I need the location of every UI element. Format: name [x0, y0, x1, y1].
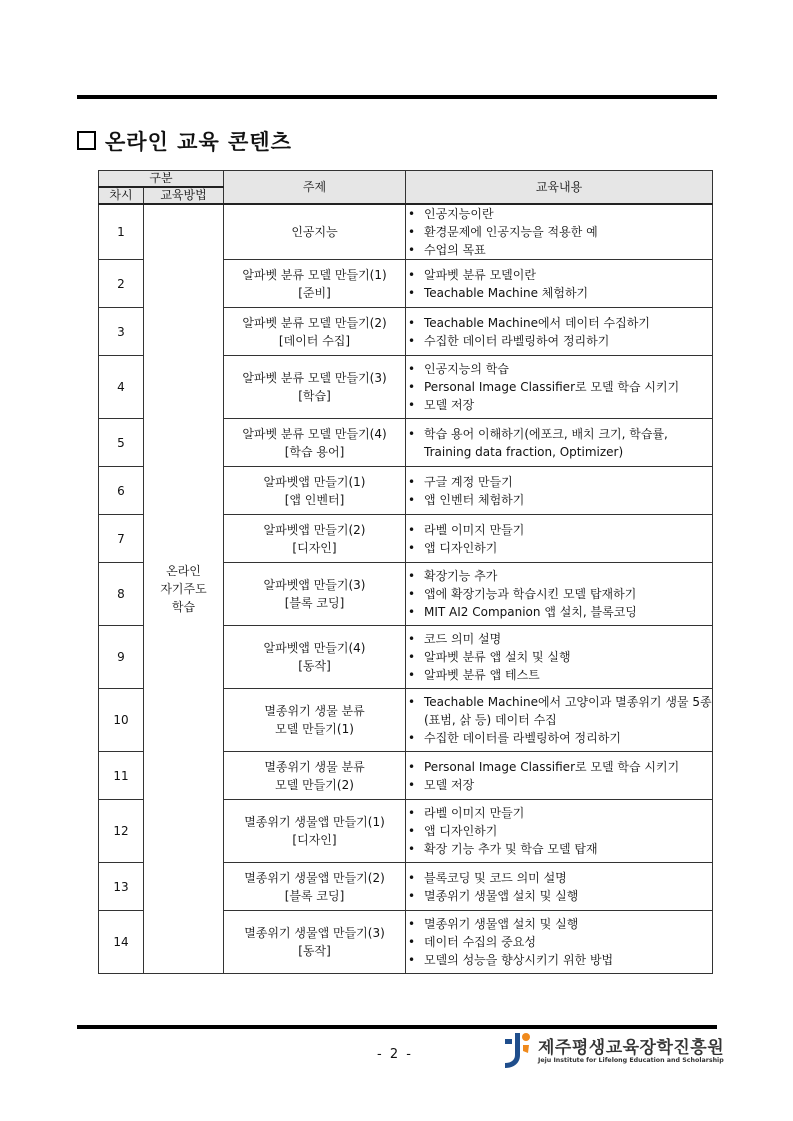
- session-number: 13: [99, 863, 144, 911]
- content-list: [406, 567, 712, 621]
- content-cell: [406, 515, 713, 563]
- bullet-icon: •: [408, 333, 416, 348]
- content-item: [406, 729, 712, 747]
- bullet-icon: •: [408, 935, 416, 949]
- bullet-icon: •: [408, 888, 416, 903]
- content-cell: [406, 419, 713, 467]
- content-item: [406, 567, 712, 585]
- bullet-icon: •: [408, 267, 416, 282]
- content-list: [406, 758, 712, 794]
- topic-cell: [224, 204, 406, 260]
- topic-line: [학습 용어]: [284, 444, 345, 459]
- topic-line: 멸종위기 생물앱 만들기(1): [244, 815, 385, 829]
- session-number: 1: [99, 204, 144, 260]
- content-item: [406, 822, 712, 840]
- bullet-icon: •: [408, 953, 416, 967]
- content-list: [406, 425, 712, 461]
- content-item: [406, 241, 712, 259]
- topic-line: [디자인]: [292, 540, 337, 555]
- topic-cell: [224, 467, 406, 515]
- content-text: 학습 용어 이해하기(에포크, 배치 크기, 학습률, Training data fraction, Optimizer): [424, 426, 668, 459]
- content-item: [406, 840, 712, 858]
- topic-cell: [224, 563, 406, 626]
- org-name-ko: 제주평생교육장학진흥원: [538, 1038, 725, 1058]
- content-cell: [406, 752, 713, 800]
- content-text: 환경문제에 인공지능을 적용한 예: [424, 225, 598, 239]
- bullet-icon: •: [408, 426, 416, 441]
- content-cell: [406, 689, 713, 752]
- topic-line: 모델 만들기(2): [275, 777, 354, 792]
- content-item: [406, 396, 712, 414]
- session-number: 5: [99, 419, 144, 467]
- content-cell: [406, 260, 713, 308]
- content-cell: [406, 863, 713, 911]
- topic-line: 멸종위기 생물 분류: [264, 759, 365, 774]
- bullet-icon: •: [408, 474, 416, 489]
- header-method: 교육방법: [144, 187, 224, 204]
- topic-line: 알파벳 분류 모델 만들기(1): [242, 267, 387, 282]
- topic-cell: [224, 863, 406, 911]
- bullet-icon: •: [408, 398, 416, 412]
- topic-line: [블록 코딩]: [284, 888, 345, 903]
- bullet-icon: •: [408, 777, 416, 792]
- bullet-icon: •: [408, 824, 416, 838]
- content-text: Teachable Machine 체험하기: [424, 285, 589, 300]
- page-number: - 2 -: [377, 1047, 413, 1062]
- content-cell: [406, 356, 713, 419]
- session-number: 3: [99, 308, 144, 356]
- topic-line: [디자인]: [292, 833, 337, 847]
- content-item: [406, 648, 712, 666]
- content-list: [406, 869, 712, 905]
- bullet-icon: •: [408, 569, 416, 583]
- topic-cell: [224, 689, 406, 752]
- topic-line: 알파벳앱 만들기(3): [263, 578, 366, 592]
- topic-cell: [224, 515, 406, 563]
- topic-line: 알파벳 분류 모델 만들기(4): [242, 426, 387, 441]
- org-logo: [502, 1030, 725, 1072]
- bullet-icon: •: [408, 668, 416, 682]
- session-number: 11: [99, 752, 144, 800]
- bullet-icon: •: [408, 492, 416, 507]
- table-row: [99, 204, 713, 260]
- topic-cell: [224, 260, 406, 308]
- content-item: [406, 360, 712, 378]
- content-text: 구글 계정 만들기: [424, 474, 513, 489]
- content-item: [406, 284, 712, 302]
- content-item: [406, 693, 712, 729]
- method-line: 학습: [171, 600, 196, 614]
- topic-line: [데이터 수집]: [278, 333, 351, 348]
- bullet-icon: •: [408, 695, 416, 709]
- session-number: 10: [99, 689, 144, 752]
- topic-line: [준비]: [298, 285, 331, 300]
- bullet-icon: •: [408, 243, 416, 257]
- section-title: [77, 126, 292, 156]
- content-item: [406, 758, 712, 776]
- content-item: [406, 425, 712, 461]
- topic-line: 멸종위기 생물 분류: [264, 704, 365, 718]
- content-list: [406, 693, 712, 747]
- bullet-icon: •: [408, 842, 416, 856]
- content-text: 앱에 확장기능과 학습시킨 모델 탑재하기: [424, 587, 637, 601]
- bullet-icon: •: [408, 917, 416, 931]
- content-text: Personal Image Classifier로 모델 학습 시키기: [424, 759, 680, 774]
- session-number: 8: [99, 563, 144, 626]
- topic-line: [앱 인벤터]: [284, 492, 345, 507]
- content-item: [406, 869, 712, 887]
- session-number: 4: [99, 356, 144, 419]
- content-text: 블록코딩 및 코드 의미 설명: [424, 870, 567, 885]
- content-item: [406, 776, 712, 794]
- bullet-icon: •: [408, 207, 416, 221]
- bullet-icon: •: [408, 285, 416, 300]
- content-cell: [406, 563, 713, 626]
- topic-line: [동작]: [298, 944, 331, 958]
- content-list: [406, 915, 712, 969]
- content-list: [406, 521, 712, 557]
- topic-line: 멸종위기 생물앱 만들기(2): [244, 870, 385, 885]
- content-cell: [406, 911, 713, 974]
- content-text: 수집한 데이터를 라벨링하여 정리하기: [424, 731, 621, 745]
- content-text: 데이터 수집의 중요성: [424, 935, 536, 949]
- content-text: 모델 저장: [424, 398, 475, 412]
- content-item: [406, 473, 712, 491]
- content-cell: [406, 308, 713, 356]
- session-number: 2: [99, 260, 144, 308]
- content-item: [406, 915, 712, 933]
- content-text: 확장기능 추가: [424, 569, 498, 583]
- bullet-icon: •: [408, 650, 416, 664]
- session-number: 7: [99, 515, 144, 563]
- topic-cell: [224, 911, 406, 974]
- section-title-text: 온라인 교육 콘텐츠: [105, 130, 292, 154]
- curriculum-table: [98, 170, 713, 974]
- content-item: [406, 223, 712, 241]
- content-cell: [406, 204, 713, 260]
- content-text: 멸종위기 생물앱 설치 및 실행: [424, 917, 579, 931]
- content-text: Teachable Machine에서 데이터 수집하기: [424, 315, 650, 330]
- bullet-icon: •: [408, 225, 416, 239]
- content-item: [406, 666, 712, 684]
- content-list: [406, 630, 712, 684]
- org-name-en: Jeju Institute for Lifelong Education and Scholarship: [538, 1057, 724, 1064]
- topic-line: [블록 코딩]: [284, 596, 345, 610]
- session-number: 9: [99, 626, 144, 689]
- bullet-icon: •: [408, 731, 416, 745]
- content-item: [406, 887, 712, 905]
- method-line: 온라인: [166, 564, 201, 578]
- content-text: 수집한 데이터 라벨링하여 정리하기: [424, 333, 610, 348]
- content-text: 알파벳 분류 앱 테스트: [424, 668, 540, 682]
- topic-cell: [224, 419, 406, 467]
- header-topic: 주제: [224, 171, 406, 205]
- content-item: [406, 205, 712, 223]
- session-number: 14: [99, 911, 144, 974]
- topic-line: 모델 만들기(1): [275, 722, 354, 736]
- content-text: 라벨 이미지 만들기: [424, 806, 525, 820]
- content-text: 모델의 성능을 향상시키기 위한 방법: [424, 953, 614, 967]
- content-item: [406, 491, 712, 509]
- session-number: 6: [99, 467, 144, 515]
- content-cell: [406, 626, 713, 689]
- topic-cell: [224, 626, 406, 689]
- bullet-icon: •: [408, 540, 416, 555]
- content-item: [406, 332, 712, 350]
- content-list: [406, 314, 712, 350]
- content-item: [406, 951, 712, 969]
- table-body: [99, 204, 713, 974]
- header-session: 차시: [99, 187, 144, 204]
- content-item: [406, 933, 712, 951]
- topic-line: 알파벳앱 만들기(2): [263, 522, 366, 537]
- content-text: 코드 의미 설명: [424, 632, 502, 646]
- top-rule: [77, 95, 717, 99]
- bullet-icon: •: [408, 605, 416, 619]
- topic-cell: [224, 308, 406, 356]
- checkbox-icon: [77, 131, 96, 150]
- session-number: 12: [99, 800, 144, 863]
- bullet-icon: •: [408, 315, 416, 330]
- topic-line: 인공지능: [291, 225, 338, 239]
- content-text: 수업의 목표: [424, 243, 486, 257]
- content-text: Teachable Machine에서 고양이과 멸종위기 생물 5종(표범, 삵 등) 데이터 수집: [424, 695, 712, 727]
- bullet-icon: •: [408, 870, 416, 885]
- method-line: 자기주도: [160, 582, 207, 596]
- content-item: [406, 539, 712, 557]
- org-logo-icon: [502, 1031, 532, 1069]
- content-text: 인공지능이란: [424, 207, 494, 221]
- content-text: 앱 인벤터 체험하기: [424, 492, 525, 507]
- content-list: [406, 205, 712, 259]
- content-text: 라벨 이미지 만들기: [424, 522, 525, 537]
- content-list: [406, 266, 712, 302]
- content-text: 알파벳 분류 모델이란: [424, 267, 536, 282]
- content-text: 알파벳 분류 앱 설치 및 실행: [424, 650, 571, 664]
- topic-line: [학습]: [298, 389, 331, 403]
- content-item: [406, 378, 712, 396]
- content-item: [406, 804, 712, 822]
- content-item: [406, 314, 712, 332]
- content-list: [406, 360, 712, 414]
- content-text: MIT AI2 Companion 앱 설치, 블록코딩: [424, 605, 637, 619]
- bullet-icon: •: [408, 806, 416, 820]
- content-text: 확장 기능 추가 및 학습 모델 탑재: [424, 842, 598, 856]
- content-text: 모델 저장: [424, 777, 475, 792]
- content-item: [406, 630, 712, 648]
- topic-line: 멸종위기 생물앱 만들기(3): [244, 926, 385, 940]
- bullet-icon: •: [408, 380, 416, 394]
- bottom-rule: [77, 1025, 717, 1029]
- content-text: 앱 디자인하기: [424, 540, 498, 555]
- topic-line: 알파벳 분류 모델 만들기(3): [242, 371, 387, 385]
- bullet-icon: •: [408, 632, 416, 646]
- content-text: 멸종위기 생물앱 설치 및 실행: [424, 888, 579, 903]
- content-text: 인공지능의 학습: [424, 362, 509, 376]
- topic-cell: [224, 752, 406, 800]
- content-item: [406, 585, 712, 603]
- content-text: 앱 디자인하기: [424, 824, 498, 838]
- content-cell: [406, 800, 713, 863]
- topic-cell: [224, 356, 406, 419]
- content-list: [406, 473, 712, 509]
- header-content: 교육내용: [406, 171, 713, 205]
- content-item: [406, 603, 712, 621]
- bullet-icon: •: [408, 587, 416, 601]
- content-item: [406, 266, 712, 284]
- topic-cell: [224, 800, 406, 863]
- content-list: [406, 804, 712, 858]
- topic-line: 알파벳 분류 모델 만들기(2): [242, 315, 387, 330]
- method-cell: [144, 204, 224, 974]
- content-cell: [406, 467, 713, 515]
- topic-line: [동작]: [298, 659, 331, 673]
- bullet-icon: •: [408, 522, 416, 537]
- bullet-icon: •: [408, 759, 416, 774]
- content-item: [406, 521, 712, 539]
- content-text: Personal Image Classifier로 모델 학습 시키기: [424, 380, 680, 394]
- bullet-icon: •: [408, 362, 416, 376]
- topic-line: 알파벳앱 만들기(1): [263, 474, 366, 489]
- header-group: 구분: [99, 171, 224, 188]
- topic-line: 알파벳앱 만들기(4): [263, 641, 366, 655]
